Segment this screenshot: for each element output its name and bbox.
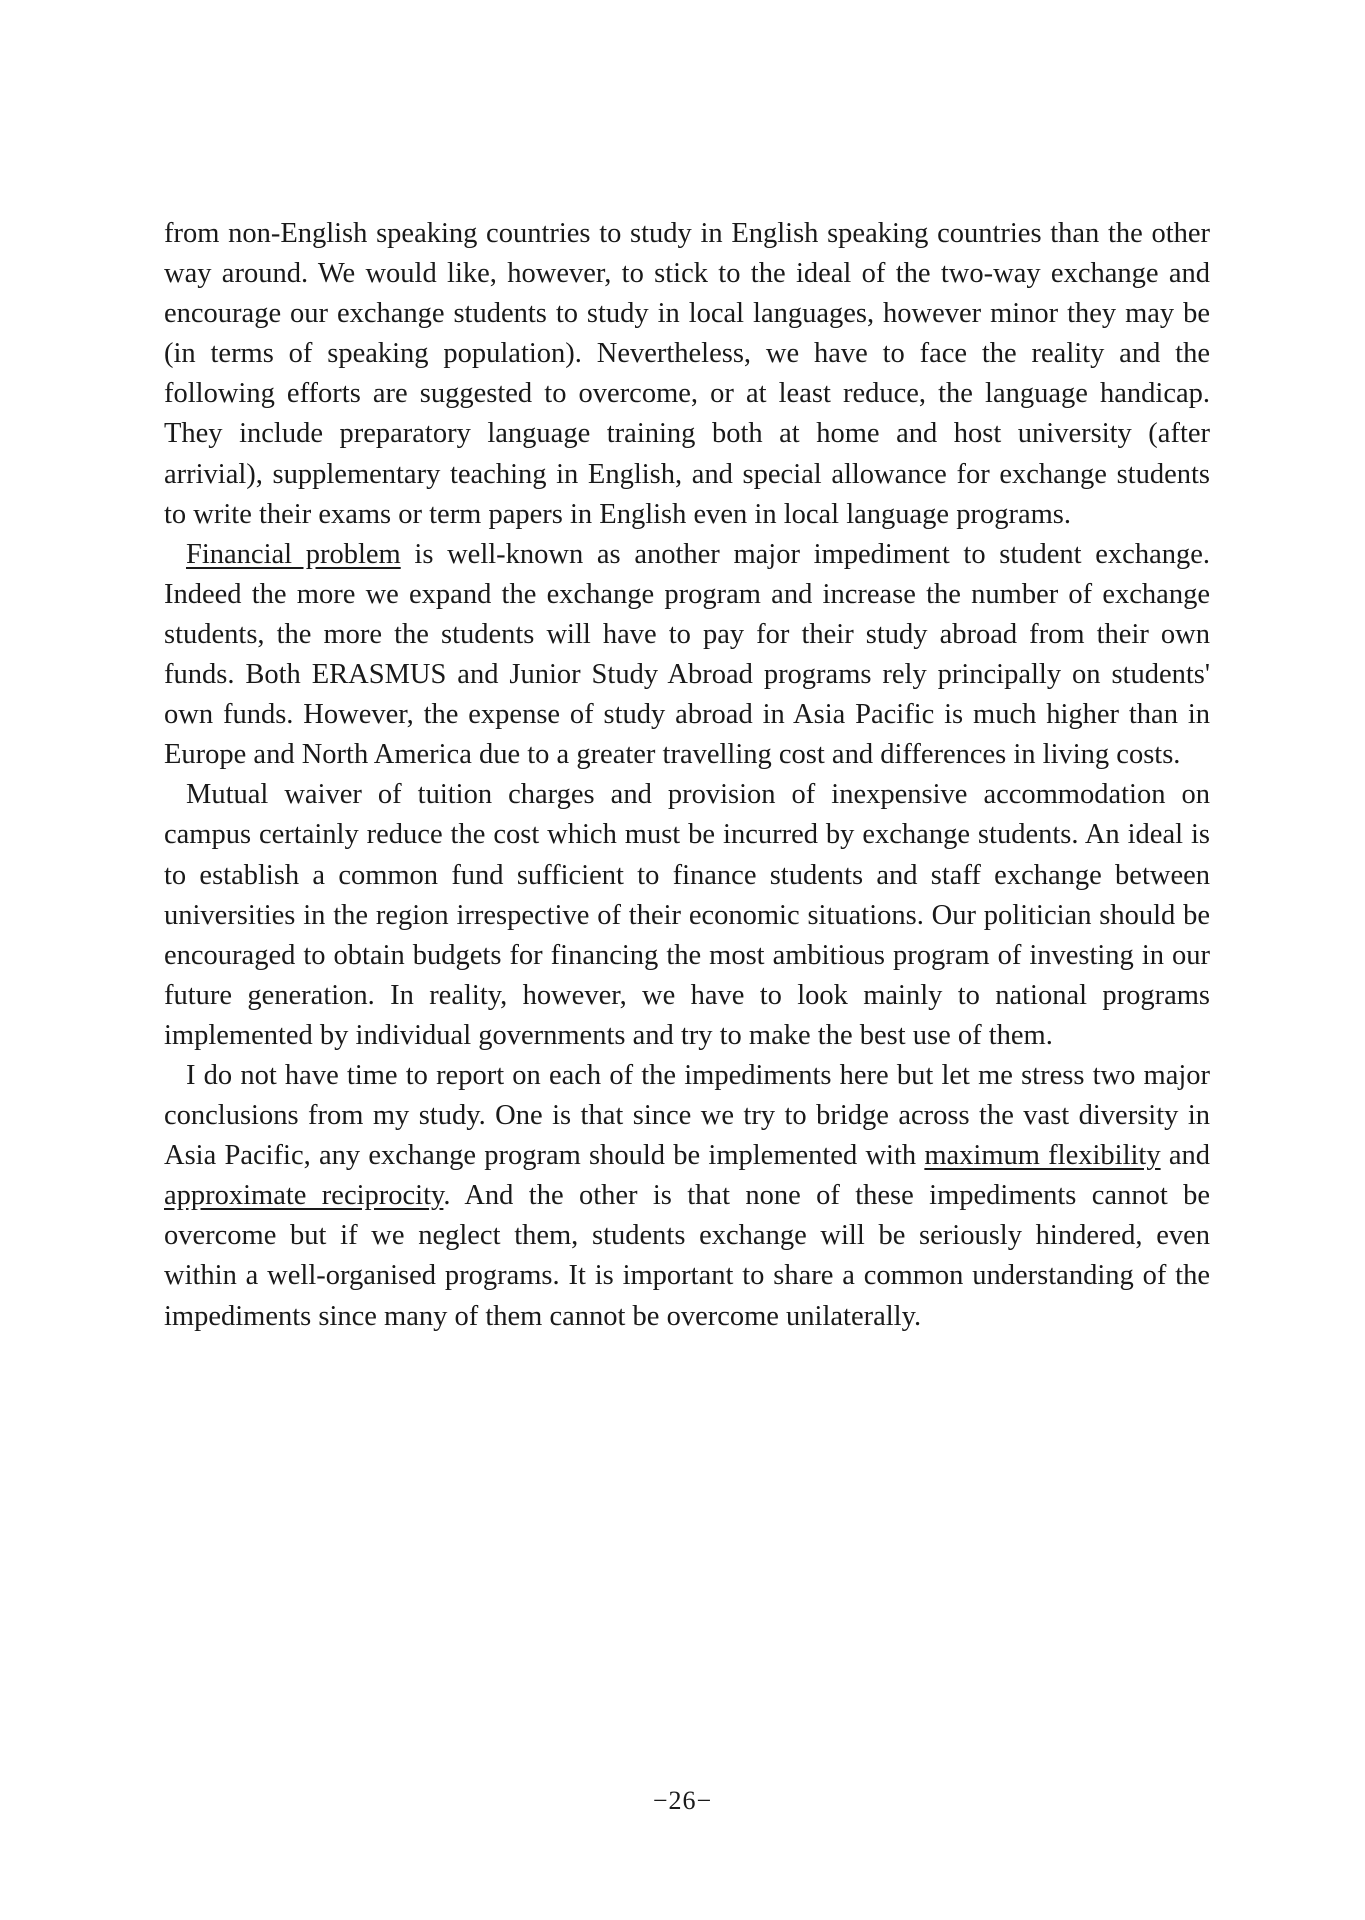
underlined-phrase: Financial problem [186,538,401,570]
paragraph-mutual-waiver [164,775,1210,1056]
paragraph-text: from non-English speaking countries to study in English speaking countries than the other way around. We would like, however, to stick to the ideal of the two-way exchange and encourage our exchange students to study in local languages, however minor they may be (in terms of speaking population). Nevertheless, we have to face the reality and the following efforts are suggested to overcome, or at least reduce, the language handicap. They include preparatory language training both at home and host university (after arrivial), supplementary teaching in English, and special allowance for exchange students to write their exams or term papers in English even in local language programs. [164,218,1210,530]
underlined-phrase: maximum flexibility [924,1140,1161,1172]
paragraph-financial-problem [164,535,1210,776]
underlined-phrase: approximate reciprocity [164,1180,444,1212]
paragraph-text: and [1160,1140,1210,1172]
paragraph-text: is well-known as another major impediment to student exchange. Indeed the more we expand the exchange program and increase the number of exchange students, the more the students will have to pay for their study abroad from their own funds. Both ERASMUS and Junior Study Abroad programs rely principally on students' own funds. However, the expense of study abroad in Asia Pacific is much higher than in Europe and North America due to a greater travelling cost and differences in living costs. [164,538,1211,771]
paragraph-language-handicap [164,214,1210,535]
page-number: −26− [652,1786,713,1815]
body-text [164,214,1210,1337]
paragraph-text: . And the other is that none of these impediments cannot be overcome but if we neglect them, students exchange will be seriously hindered, even within a well-organised programs. It is important to share a common understanding of the impediments since many of them cannot be overcome unilaterally. [164,1180,1210,1332]
paragraph-text: Mutual waiver of tuition charges and provision of inexpensive accommodation on campus certainly reduce the cost which must be incurred by exchange students. An ideal is to establish a common fund sufficient to finance students and staff exchange between universities in the region irrespective of their economic situations. Our politician should be encouraged to obtain budgets for financing the most ambitious program of investing in our future generation. In reality, however, we have to look mainly to national programs implemented by individual governments and try to make the best use of them. [164,779,1210,1051]
paragraph-text: I do not have time to report on each of the impediments here but let me stress two major conclusions from my study. One is that since we try to bridge across the vast diversity in Asia Pacific, any exchange program should be implemented with [164,1059,1210,1172]
paragraph-conclusions [164,1056,1210,1337]
